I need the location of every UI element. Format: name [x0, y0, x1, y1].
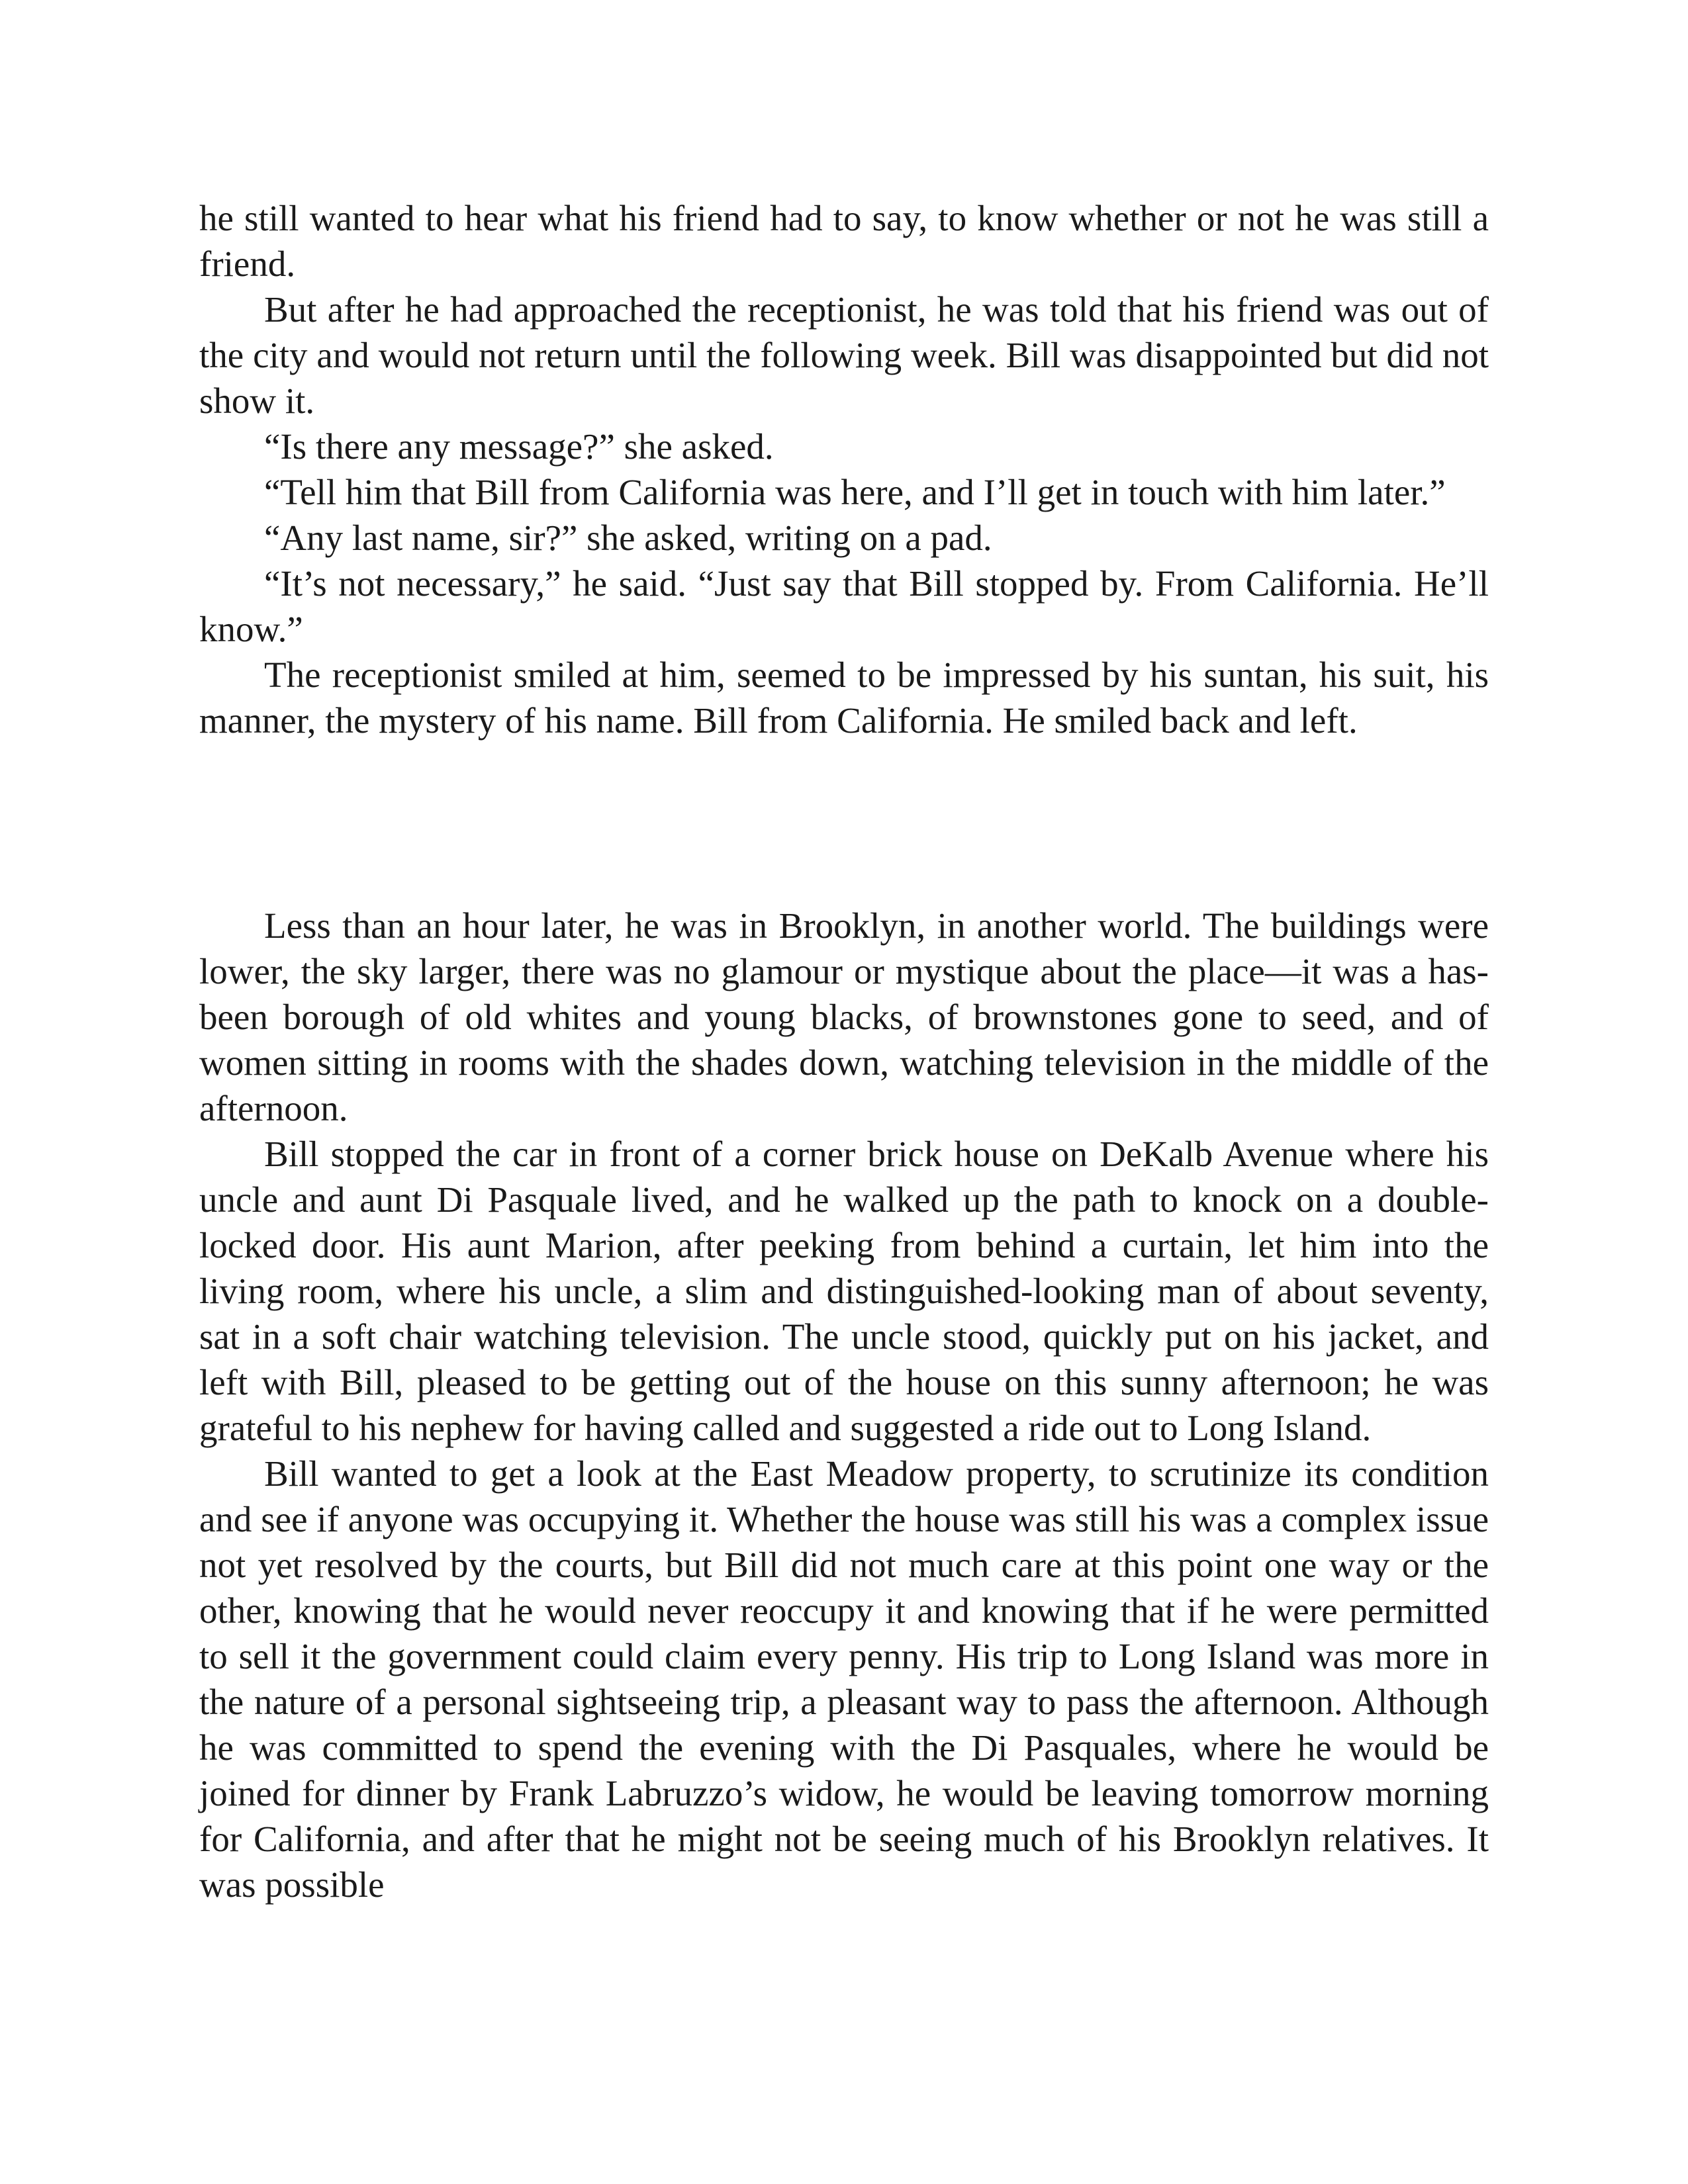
paragraph: “Tell him that Bill from California was here, and I’ll get in touch with him later.” [264, 472, 1446, 512]
paragraph: “It’s not necessary,” he said. “Just say that Bill stopped by. From California. He’ll know.” [199, 563, 1489, 649]
paragraph: he still wanted to hear what his friend had to say, to know whether or not he was still a friend. [199, 198, 1489, 284]
paragraph: “Any last name, sir?” she asked, writing on a pad. [264, 518, 992, 558]
paragraph: Bill stopped the car in front of a corner brick house on DeKalb Avenue where his uncle and aunt Di Pasquale lived, and he walked up the path to knock on a double-locked door. His aunt Marion, after peeking from behind a curtain, let him into the living room, where his uncle, a slim and distinguished-looking man of about seventy, sat in a soft chair watching television. The uncle stood, quickly put on his jacket, and left with Bill, pleased to be getting out of the house on this sunny afternoon; he was grateful to his nephew for having called and suggested a ride out to Long Island. [199, 1134, 1489, 1448]
paragraph: “Is there any message?” she asked. [264, 426, 774, 467]
section-1 [199, 195, 1489, 743]
paragraph: Bill wanted to get a look at the East Meadow property, to scrutinize its condition and see if anyone was occupying it. Whether the house was still his was a complex issue not yet resolved by the courts, but Bill did not much care at this point one way or the other, knowing that he would never reoccupy it and knowing that if he were permitted to sell it the government could claim every penny. His trip to Long Island was more in the nature of a personal sightseeing trip, a pleasant way to pass the afternoon. Although he was committed to spend the evening with the Di Pasquales, where he would be joined for dinner by Frank Labruzzo’s widow, he would be leaving tomorrow morning for California, and after that he might not be seeing much of his Brooklyn relatives. It was possible [199, 1453, 1489, 1905]
paragraph: But after he had approached the receptionist, he was told that his friend was out of the city and would not return until the following week. Bill was disappointed but did not show it. [199, 289, 1489, 421]
section-2 [199, 903, 1489, 1907]
paragraph: Less than an hour later, he was in Brooklyn, in another world. The buildings were lower, the sky larger, there was no glamour or mystique about the place—it was a has-been borough of old whites and young blacks, of brownstones gone to seed, and of women sitting in rooms with the shades down, watching television in the middle of the afternoon. [199, 905, 1489, 1128]
paragraph: The receptionist smiled at him, seemed to be impressed by his suntan, his suit, his manner, the mystery of his name. Bill from California. He smiled back and left. [199, 655, 1489, 741]
